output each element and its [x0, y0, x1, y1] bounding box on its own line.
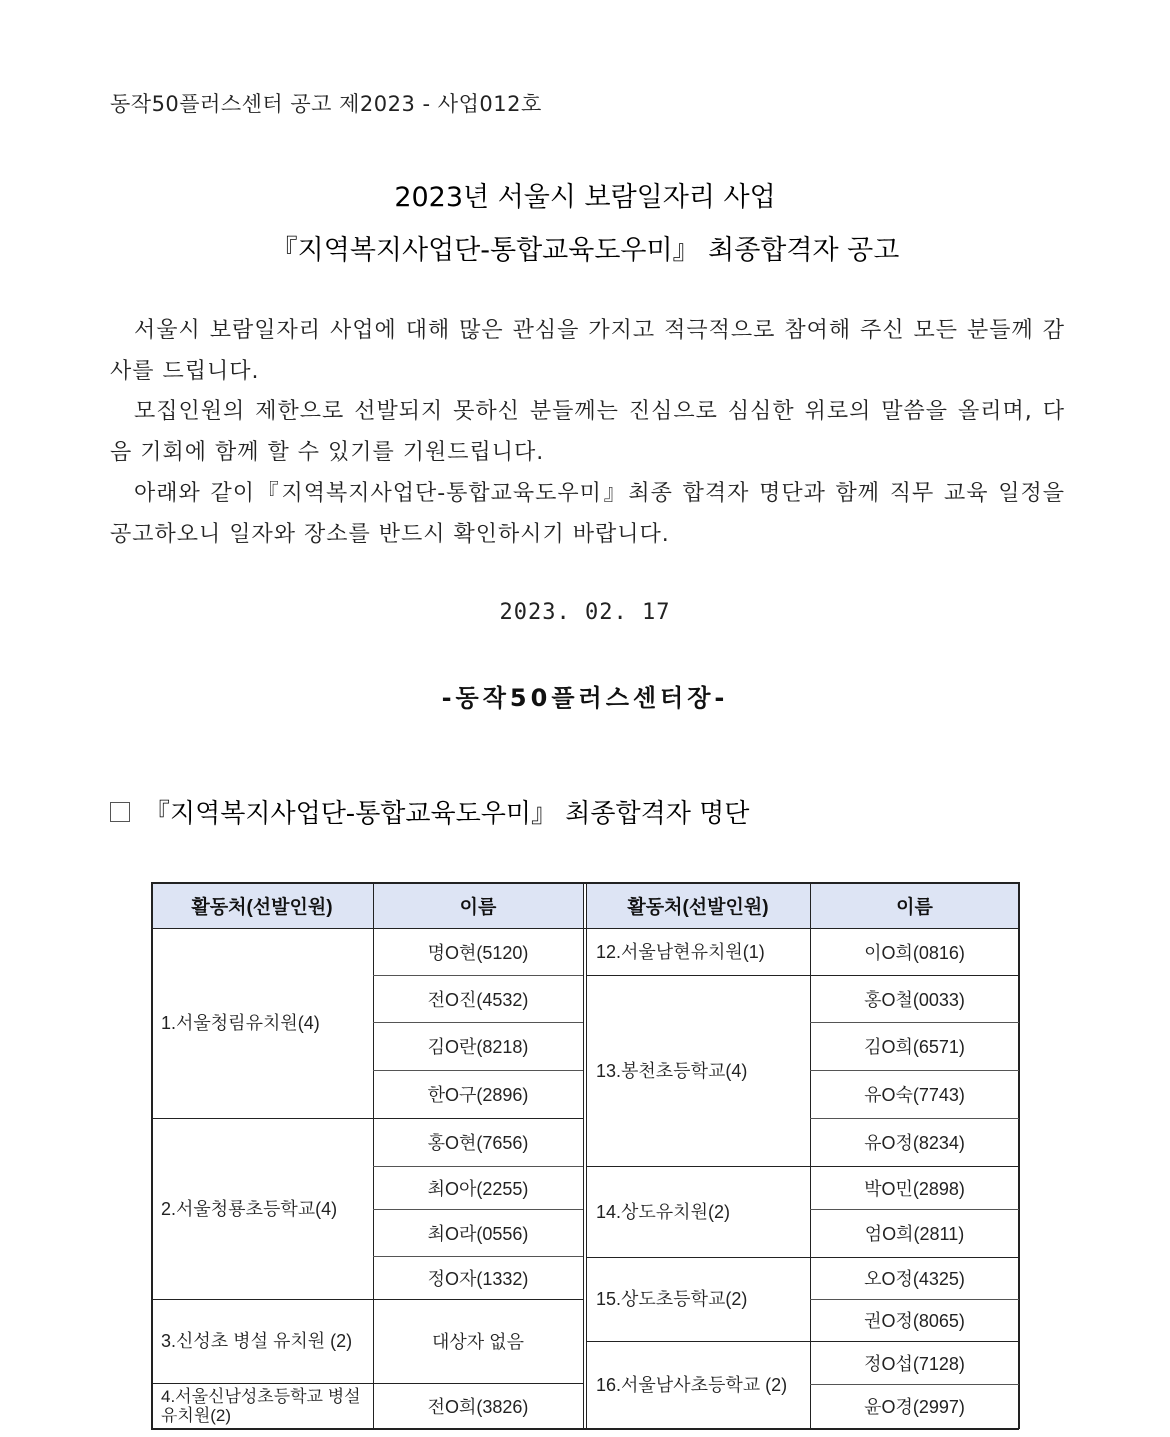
table-border-right: [1018, 882, 1020, 1429]
row-divider: [373, 1256, 583, 1257]
row-divider: [810, 1384, 1019, 1385]
row-divider: [373, 1166, 583, 1167]
name-cell: 전O희(3826): [373, 1383, 583, 1428]
name-cell: 정O자(1332): [373, 1256, 583, 1299]
name-cell: 전O진(4532): [373, 975, 583, 1022]
announcement-date: 2023. 02. 17: [499, 600, 671, 625]
site-cell: 16.서울남사초등학교 (2): [586, 1341, 810, 1428]
name-cell: 김O희(6571): [810, 1022, 1019, 1070]
section-title: [110, 793, 749, 830]
paragraph-thanks: [110, 310, 1065, 392]
header-divider: [151, 928, 1019, 929]
name-cell: 최O라(0556): [373, 1209, 583, 1256]
paragraph-notice: [110, 473, 1065, 555]
site-cell: 15.상도초등학교(2): [586, 1257, 810, 1341]
header-name-right: 이름: [810, 882, 1019, 928]
name-cell: 명O현(5120): [373, 928, 583, 975]
checkbox-square-icon: [110, 802, 130, 822]
group-divider: [586, 1257, 1019, 1258]
paragraph-text: 아래와 같이『지역복지사업단-통합교육도우미』최종 합격자 명단과 함께 직무 교육 일정을 공고하오니 일자와 장소를 반드시 확인하시기 바랍니다.: [110, 481, 1065, 547]
group-divider: [586, 1166, 1019, 1167]
col-divider: [373, 882, 374, 1429]
paragraph-text: 모집인원의 제한으로 선발되지 못하신 분들께는 진심으로 심심한 위로의 말씀을 올리며, 다음 기회에 함께 할 수 있기를 기원드립니다.: [110, 399, 1065, 465]
name-cell: 권O정(8065): [810, 1299, 1019, 1341]
row-divider: [810, 1299, 1019, 1300]
header-name-left: 이름: [373, 882, 583, 928]
document-number: 동작50플러스센터 공고 제2023 - 사업012호: [110, 92, 542, 116]
name-cell: 한O구(2896): [373, 1070, 583, 1118]
name-cell: 유O숙(7743): [810, 1070, 1019, 1118]
col-divider-double-a: [583, 882, 584, 1429]
final-candidates-table: [151, 882, 1019, 1428]
document-title-line1: 2023년 서울시 보람일자리 사업: [394, 182, 776, 213]
row-divider: [373, 1022, 583, 1023]
name-cell: 오O정(4325): [810, 1257, 1019, 1299]
signer: -동작50플러스센터장-: [441, 684, 729, 712]
paragraph-text: 서울시 보람일자리 사업에 대해 많은 관심을 가지고 적극적으로 참여해 주신 모든 분들께 감사를 드립니다.: [110, 318, 1065, 384]
group-divider: [586, 1341, 1019, 1342]
row-divider: [373, 975, 583, 976]
table-border-top: [151, 882, 1019, 884]
name-cell: 홍O철(0033): [810, 975, 1019, 1022]
paragraph-consolation: [110, 391, 1065, 473]
name-cell: 정O섭(7128): [810, 1341, 1019, 1384]
header-site-left: 활동처(선발인원): [151, 882, 373, 928]
site-cell: 2.서울청룡초등학교(4): [151, 1118, 373, 1299]
row-divider: [810, 1118, 1019, 1119]
name-cell: 홍O현(7656): [373, 1118, 583, 1166]
site-cell: 1.서울청림유치원(4): [151, 928, 373, 1118]
name-cell: 이O희(0816): [810, 928, 1019, 975]
table-border-left: [151, 882, 153, 1429]
site-cell: 14.상도유치원(2): [586, 1166, 810, 1257]
site-cell: 3.신성초 병설 유치원 (2): [151, 1299, 373, 1383]
row-divider: [373, 1209, 583, 1210]
group-divider: [151, 1299, 583, 1300]
name-cell: 박O민(2898): [810, 1166, 1019, 1209]
name-cell-none: 대상자 없음: [373, 1299, 583, 1383]
row-divider: [810, 1070, 1019, 1071]
group-divider: [151, 1118, 583, 1119]
row-divider: [810, 1209, 1019, 1210]
table-border-bottom: [151, 1428, 1019, 1430]
col-divider-double-b: [586, 882, 587, 1429]
header-site-right: 활동처(선발인원): [586, 882, 810, 928]
name-cell: 윤O경(2997): [810, 1384, 1019, 1428]
name-cell: 유O정(8234): [810, 1118, 1019, 1166]
name-cell: 최O아(2255): [373, 1166, 583, 1209]
row-divider: [373, 1070, 583, 1071]
site-cell: 12.서울남현유치원(1): [586, 928, 810, 975]
name-cell: 김O란(8218): [373, 1022, 583, 1070]
site-cell: 4.서울신남성초등학교 병설유치원(2): [151, 1383, 373, 1428]
section-title-text: 『지역복지사업단-통합교육도우미』 최종합격자 명단: [144, 799, 750, 829]
row-divider: [810, 1022, 1019, 1023]
group-divider: [586, 975, 1019, 976]
group-divider: [151, 1383, 583, 1384]
document-title-line2: 『지역복지사업단-통합교육도우미』 최종합격자 공고: [270, 235, 900, 266]
name-cell: 엄O희(2811): [810, 1209, 1019, 1257]
col-divider: [810, 882, 811, 1429]
site-cell: 13.봉천초등학교(4): [586, 975, 810, 1166]
